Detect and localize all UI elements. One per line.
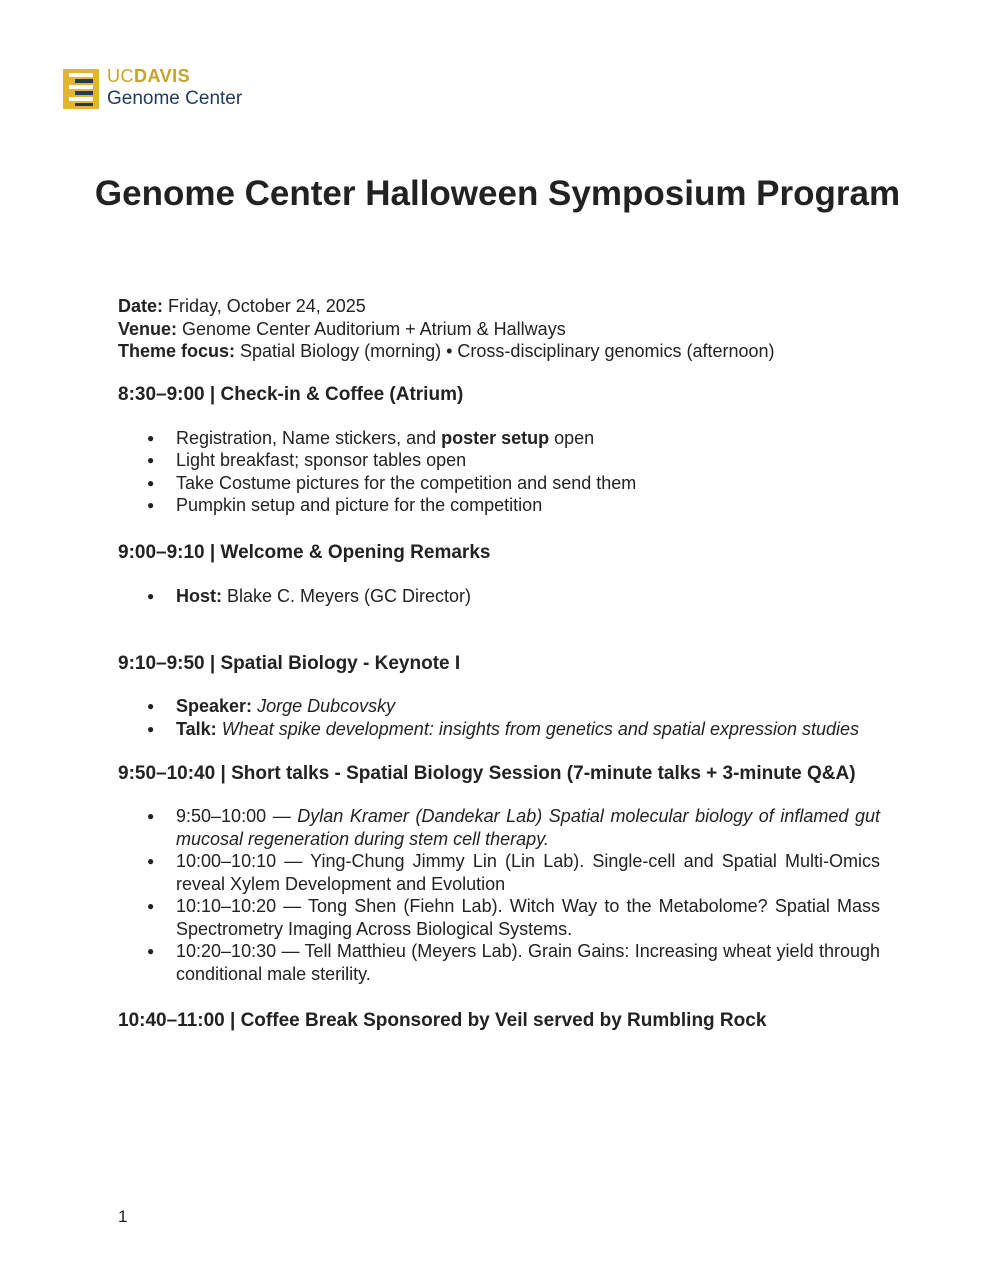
list-item: ● Speaker: Jorge Dubcovsky xyxy=(118,695,880,718)
list-item: ● 10:00–10:10 — Ying-Chung Jimmy Lin (Lin Lab). Single-cell and Spatial Multi-Omics reveal Xylem Development and Evolution xyxy=(118,850,880,895)
section-heading-keynote: 9:10–9:50 | Spatial Biology - Keynote I xyxy=(118,653,461,674)
list-item: ● 10:10–10:20 — Tong Shen (Fiehn Lab). Witch Way to the Metabolome? Spatial Mass Spectrometry Imaging Across Biological Systems. xyxy=(118,895,880,940)
welcome-list xyxy=(118,585,880,608)
checkin-list xyxy=(118,427,880,517)
logo-ucdavis-text: UCDAVIS xyxy=(107,66,191,86)
ucdavis-logo xyxy=(63,67,242,109)
event-meta xyxy=(118,295,880,363)
section-heading-checkin: 8:30–9:00 | Check-in & Coffee (Atrium) xyxy=(118,383,464,405)
short-talks-list xyxy=(118,805,880,985)
section-heading-coffee-break: 10:40–11:00 | Coffee Break Sponsored by Veil served by Rumbling Rock xyxy=(118,1010,767,1031)
list-item: ● 10:20–10:30 — Tell Matthieu (Meyers Lab). Grain Gains: Increasing wheat yield through conditional male sterility. xyxy=(118,940,880,985)
page-number: 1 xyxy=(118,1207,128,1226)
list-item: ● Talk: Wheat spike development: insights from genetics and spatial expression studies xyxy=(118,718,880,741)
list-item: ● Host: Blake C. Meyers (GC Director) xyxy=(118,585,880,608)
venue-line: Venue: Genome Center Auditorium + Atrium & Hallways xyxy=(118,318,566,339)
program-content xyxy=(118,295,880,1033)
genome-logo-icon xyxy=(63,69,99,109)
list-item: ● Pumpkin setup and picture for the competition xyxy=(118,494,880,517)
theme-line: Theme focus: Spatial Biology (morning) • Cross-disciplinary genomics (afternoon) xyxy=(118,341,775,361)
list-item: ● Registration, Name stickers, and poster setup open xyxy=(118,427,880,450)
page-title: Genome Center Halloween Symposium Program xyxy=(94,174,901,213)
section-heading-short-talks: 9:50–10:40 | Short talks - Spatial Biology Session (7-minute talks + 3-minute Q&A) xyxy=(118,763,856,784)
date-line: Date: Friday, October 24, 2025 xyxy=(118,296,366,316)
section-heading-welcome: 9:00–9:10 | Welcome & Opening Remarks xyxy=(118,541,491,563)
list-item: ● Light breakfast; sponsor tables open xyxy=(118,449,880,472)
list-item: ● 9:50–10:00 — Dylan Kramer (Dandekar Lab) Spatial molecular biology of inflamed gut mucosal regeneration during stem cell therapy. xyxy=(118,805,880,850)
keynote-list xyxy=(118,695,880,740)
list-item: ● Take Costume pictures for the competition and send them xyxy=(118,472,880,495)
logo-subtitle: Genome Center xyxy=(107,88,243,109)
